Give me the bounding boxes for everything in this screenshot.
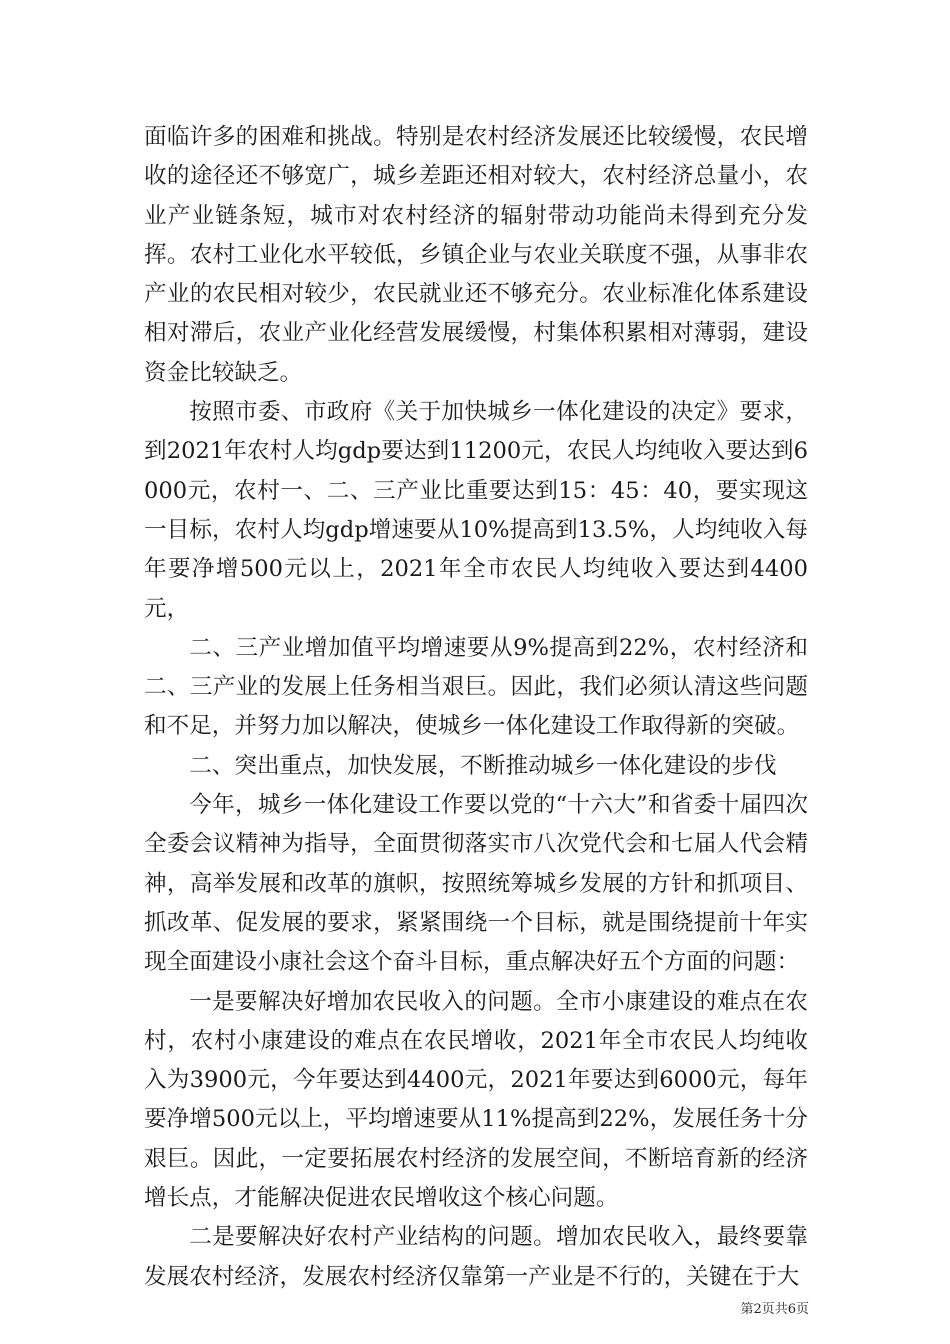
paragraph-1: 面临许多的困难和挑战。特别是农村经济发展还比较缓慢，农民增收的途径还不够宽广，城乡差距还相对较大，农村经济总量小，农业产业链条短，城市对农村经济的辐射带动功能尚未得到充分发挥。农村工业化水平较低，乡镇企业与农业关联度不强，从事非农产业的农民相对较少，农民就业还不够充分。农业标准化体系建设相对滞后，农业产业化经营发展缓慢，村集体积累相对薄弱，建设资金比较缺乏。 xyxy=(144,124,808,386)
paragraph-2: 按照市委、市政府《关于加快城乡一体化建设的决定》要求，到2021年农村人均gdp要达到11200元，农民人均纯收入要达到6000元，农村一、二、三产业比重要达到15：45：40，要实现这一目标，农村人均gdp增速要从10%提高到13.5%，人均纯收入每年要净增500元以上，2021年全市农民人均纯收入要达到4400元， xyxy=(144,399,808,622)
page-number-footer: 第2页共6页 xyxy=(740,1302,809,1317)
section-heading: 二、突出重点，加快发展，不断推动城乡一体化建设的步伐 xyxy=(189,752,777,779)
paragraph-5: 今年，城乡一体化建设工作要以党的“十六大”和省委十届四次全委会议精神为指导，全面贯彻落实市八次党代会和七届人代会精神，高举发展和改革的旗帜，按照统筹城乡发展的方针和抓项目、抓改革、促发展的要求，紧紧围绕一个目标，就是围绕提前十年实现全面建设小康社会这个奋斗目标，重点解决好五个方面的问题： xyxy=(144,792,808,976)
paragraph-7: 二是要解决好农村产业结构的问题。增加农民收入，最终要靠发展农村经济，发展农村经济仅靠第一产业是不行的，关键在于大 xyxy=(144,1224,808,1290)
paragraph-3: 二、三产业增加值平均增速要从9%提高到22%，农村经济和二、三产业的发展上任务相当艰巨。因此，我们必须认清这些问题和不足，并努力加以解决，使城乡一体化建设工作取得新的突破。 xyxy=(144,634,808,740)
paragraph-6: 一是要解决好增加农民收入的问题。全市小康建设的难点在农村，农村小康建设的难点在农民增收，2021年全市农民人均纯收入为3900元，今年要达到4400元，2021年要达到6000元，每年要净增500元以上，平均增速要从11%提高到22%，发展任务十分艰巨。因此，一定要拓展农村经济的发展空间，不断培育新的经济增长点，才能解决促进农民增收这个核心问题。 xyxy=(144,988,808,1212)
document-body xyxy=(144,118,808,1297)
